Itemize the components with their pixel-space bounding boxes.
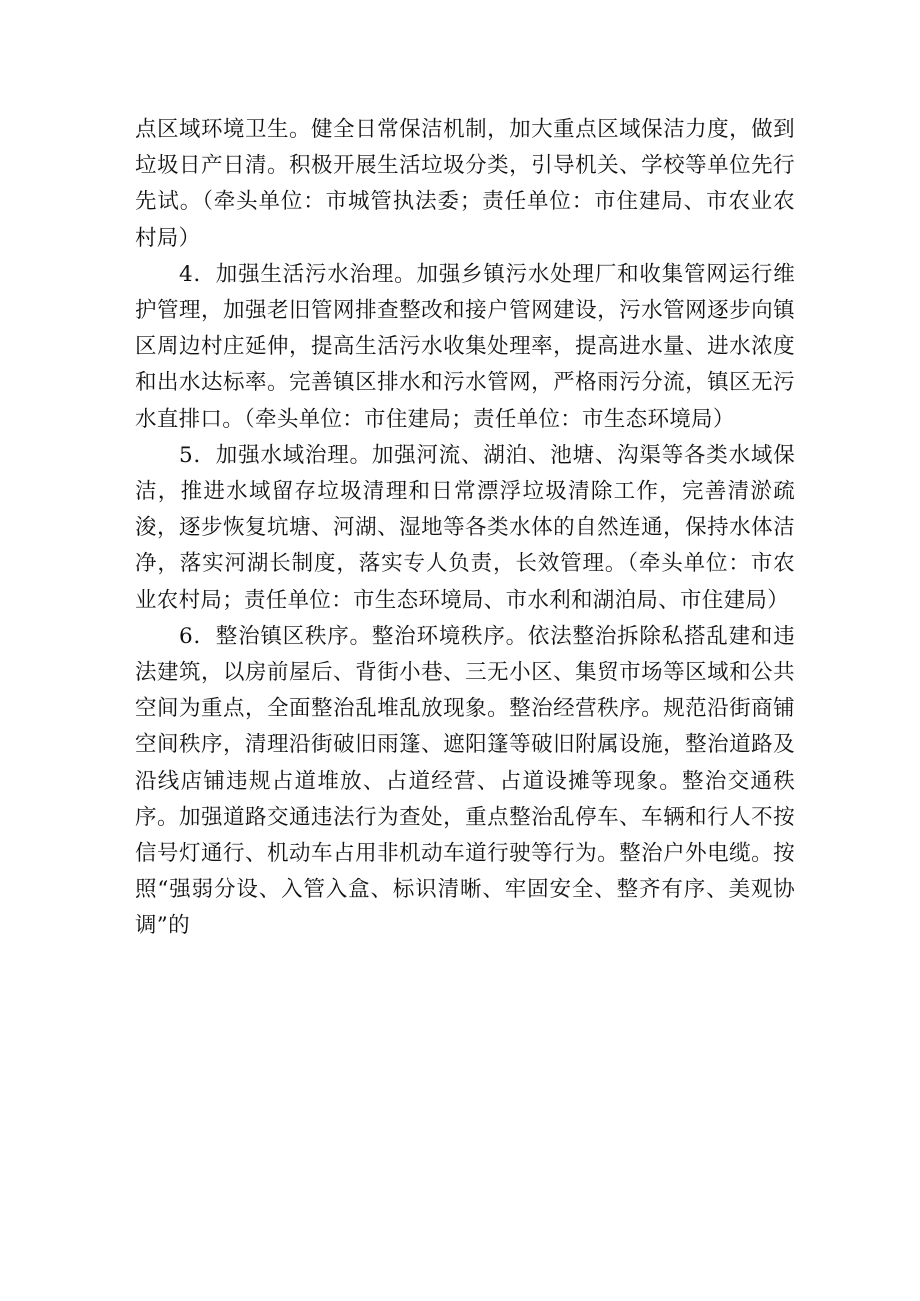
paragraph-2: 4．加强生活污水治理。加强乡镇污水处理厂和收集管网运行维护管理，加强老旧管网排查整改和接户管网建设，污水管网逐步向镇区周边村庄延伸，提高生活污水收集处理率，提高进水量、进水浓度和出水达标率。完善镇区排水和污水管网，严格雨污分流，镇区无污水直排口。（牵头单位：市住建局；责任单位：市生态环境局） (135, 261, 795, 432)
paragraph-4: 6．整治镇区秩序。整治环境秩序。依法整治拆除私搭乱建和违法建筑，以房前屋后、背街小巷、三无小区、集贸市场等区域和公共空间为重点，全面整治乱堆乱放现象。整治经营秩序。规范沿街商铺空间秩序，清理沿街破旧雨篷、遮阳篷等破旧附属设施，整治道路及沿线店铺违规占道堆放、占道经营、占道设摊等现象。整治交通秩序。加强道路交通违法行为查处，重点整治乱停车、车辆和行人不按信号灯通行、机动车占用非机动车道行驶等行为。整治户外电缆。按照“强弱分设、入管入盒、标识清晰、牢固安全、整齐有序、美观协调”的 (135, 623, 795, 939)
paragraph-1: 点区域环境卫生。健全日常保洁机制，加大重点区域保洁力度，做到垃圾日产日清。积极开展生活垃圾分类，引导机关、学校等单位先行先试。（牵头单位：市城管执法委；责任单位：市住建局、市农业农村局） (135, 117, 795, 251)
document-body (135, 112, 795, 945)
paragraph-3: 5．加强水域治理。加强河流、湖泊、池塘、沟渠等各类水域保洁，推进水域留存垃圾清理和日常漂浮垃圾清除工作，完善清淤疏浚，逐步恢复坑塘、河湖、湿地等各类水体的自然连通，保持水体洁净，落实河湖长制度，落实专人负责，长效管理。（牵头单位：市农业农村局；责任单位：市生态环境局、市水利和湖泊局、市住建局） (135, 442, 795, 613)
